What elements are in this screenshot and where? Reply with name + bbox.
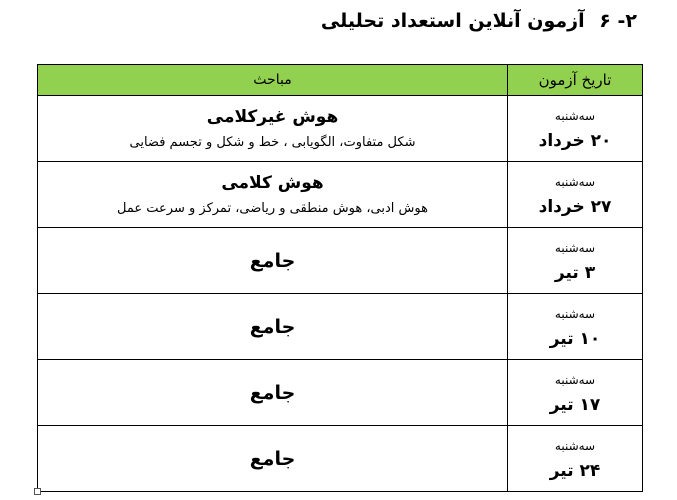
date-cell <box>508 96 643 162</box>
weekday: سه‌شنبه <box>554 174 596 189</box>
section-heading <box>321 10 637 32</box>
section-number: ۲- ۶ <box>599 10 637 32</box>
section-title: آزمون آنلاین استعداد تحلیلی <box>320 10 585 32</box>
topics-cell <box>38 228 508 294</box>
table-row <box>38 162 643 228</box>
exam-date: ۱۰ تیر <box>549 328 601 349</box>
weekday: سه‌شنبه <box>554 108 596 123</box>
date-cell <box>508 426 643 492</box>
weekday: سه‌شنبه <box>554 438 596 453</box>
date-cell <box>508 294 643 360</box>
topics-cell <box>38 360 508 426</box>
header-topics: مباحث <box>38 65 508 96</box>
weekday: سه‌شنبه <box>554 372 596 387</box>
subject-title: جامع <box>249 447 296 470</box>
date-cell <box>508 162 643 228</box>
subject-title: جامع <box>249 249 296 272</box>
exam-schedule-table <box>37 64 643 492</box>
subject-title: جامع <box>249 315 296 338</box>
exam-date: ۲۰ خرداد <box>538 130 612 151</box>
exam-date: ۳ تیر <box>554 262 596 283</box>
table-row <box>38 360 643 426</box>
topics-cell <box>38 162 508 228</box>
exam-date: ۱۷ تیر <box>549 394 601 415</box>
topics-cell <box>38 294 508 360</box>
weekday: سه‌شنبه <box>554 240 596 255</box>
exam-date: ۲۴ تیر <box>549 460 601 481</box>
subject-topics: هوش ادبی، هوش منطقی و ریاضی، تمرکز و سرعت عمل <box>117 201 428 216</box>
table-row <box>38 96 643 162</box>
table-header-row <box>38 65 643 96</box>
table-row <box>38 228 643 294</box>
weekday: سه‌شنبه <box>554 306 596 321</box>
topics-cell <box>38 96 508 162</box>
table-resize-handle[interactable] <box>34 488 41 495</box>
table-row <box>38 426 643 492</box>
subject-topics: شکل متفاوت، الگویابی ، خط و شکل و تجسم فضایی <box>129 135 416 150</box>
header-exam-date: تاریخ آزمون <box>508 65 643 96</box>
table-row <box>38 294 643 360</box>
exam-date: ۲۷ خرداد <box>538 196 612 217</box>
subject-title: جامع <box>249 381 296 404</box>
subject-title: هوش غیرکلامی <box>206 107 339 127</box>
topics-cell <box>38 426 508 492</box>
date-cell <box>508 360 643 426</box>
subject-title: هوش کلامی <box>221 173 324 193</box>
date-cell <box>508 228 643 294</box>
